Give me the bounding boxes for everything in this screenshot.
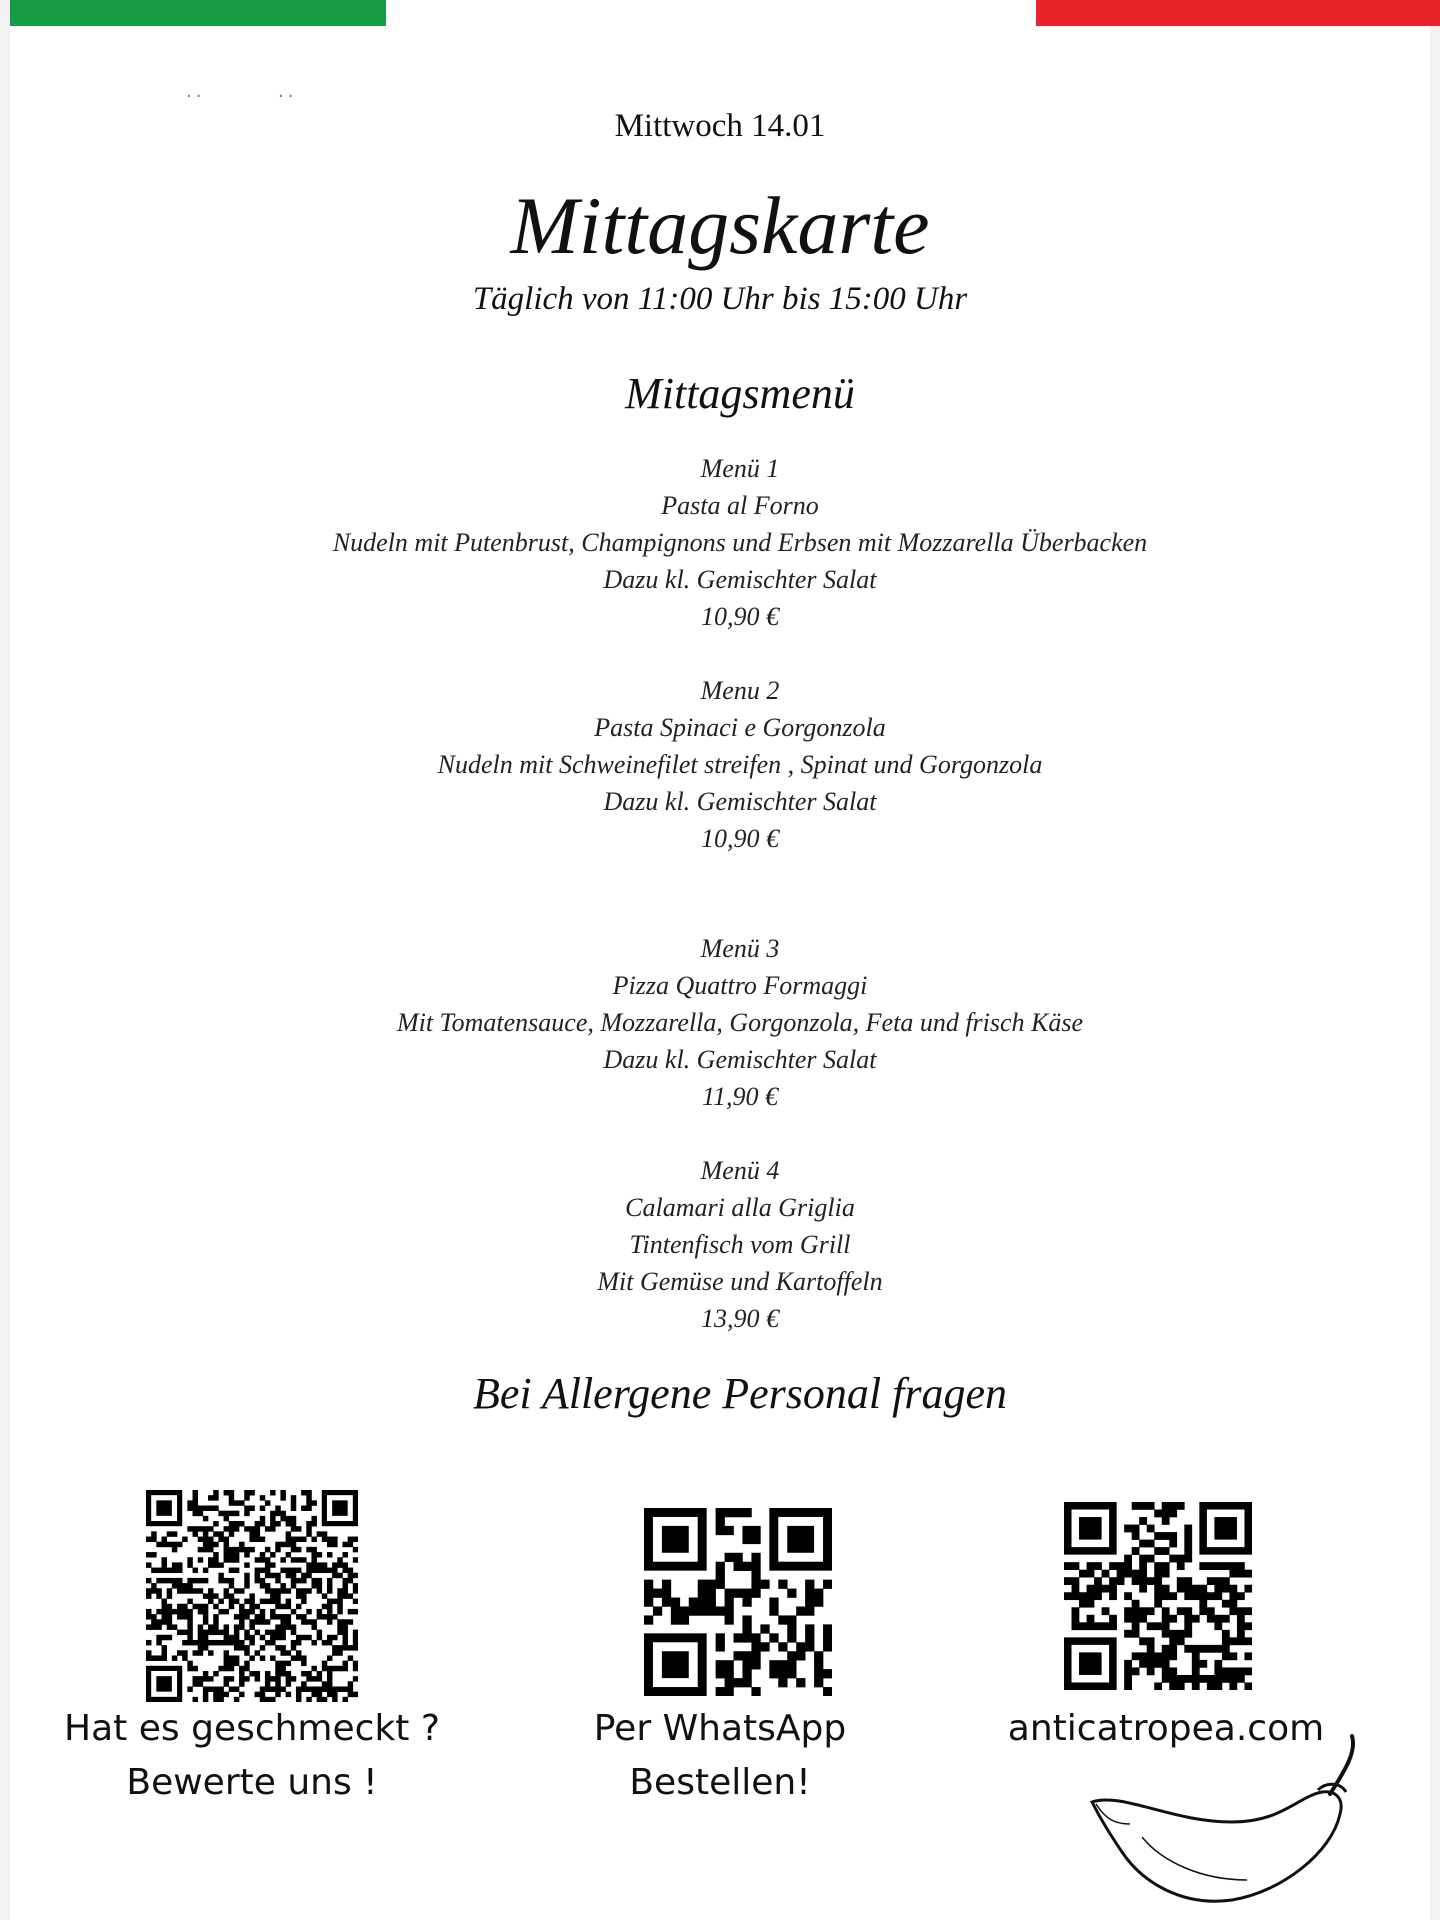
menu-price: 10,90 € xyxy=(701,824,779,853)
menu-label: Menü 3 xyxy=(700,934,780,963)
menu-item-3 xyxy=(0,930,1440,1115)
menu-side: Dazu kl. Gemischter Salat xyxy=(603,565,877,594)
whatsapp-cta xyxy=(510,1702,930,1810)
menu-item-1 xyxy=(0,450,1440,635)
section-title: Mittagsmenü xyxy=(625,369,855,418)
menu-side: Dazu kl. Gemischter Salat xyxy=(603,787,877,816)
menu-price: 13,90 € xyxy=(701,1304,779,1333)
allergen-note: Bei Allergene Personal fragen xyxy=(473,1369,1007,1418)
decorative-dots: ·· xyxy=(278,86,298,107)
flag-stripe-green xyxy=(10,0,386,26)
menu-dish: Pasta Spinaci e Gorgonzola xyxy=(594,713,886,742)
menu-dish: Pasta al Forno xyxy=(661,491,819,520)
opening-hours: Täglich von 11:00 Uhr bis 15:00 Uhr xyxy=(472,281,968,317)
website-qr-code-icon[interactable] xyxy=(1064,1502,1252,1690)
menu-description: Nudeln mit Schweinefilet streifen , Spinat und Gorgonzola xyxy=(437,750,1043,779)
decorative-dots: ·· xyxy=(186,86,206,107)
menu-item-2 xyxy=(0,672,1440,857)
menu-side: Dazu kl. Gemischter Salat xyxy=(603,1045,877,1074)
menu-description: Nudeln mit Putenbrust, Champignons und Erbsen mit Mozzarella Überbacken xyxy=(332,528,1148,557)
chili-pepper-icon xyxy=(1082,1732,1372,1912)
flag-stripe-red xyxy=(1036,0,1440,26)
menu-price: 10,90 € xyxy=(701,602,779,631)
whatsapp-line-2: Bestellen! xyxy=(629,1762,811,1803)
review-qr-code-icon[interactable] xyxy=(146,1490,358,1702)
review-cta xyxy=(42,1702,462,1810)
whatsapp-qr-code-icon[interactable] xyxy=(644,1508,832,1696)
menu-dish: Pizza Quattro Formaggi xyxy=(612,971,868,1000)
menu-description: Mit Tomatensauce, Mozzarella, Gorgonzola, Feta und frisch Käse xyxy=(396,1008,1084,1037)
menu-price: 11,90 € xyxy=(701,1082,779,1111)
menu-item-4 xyxy=(0,1152,1440,1337)
page-title: Mittagskarte xyxy=(510,180,930,271)
menu-description: Tintenfisch vom Grill xyxy=(629,1230,851,1259)
menu-date: Mittwoch 14.01 xyxy=(614,108,826,144)
menu-label: Menü 4 xyxy=(700,1156,780,1185)
review-line-1: Hat es geschmeckt ? xyxy=(64,1708,440,1749)
review-line-2: Bewerte uns ! xyxy=(126,1762,378,1803)
whatsapp-line-1: Per WhatsApp xyxy=(593,1708,847,1749)
menu-side: Mit Gemüse und Kartoffeln xyxy=(597,1267,883,1296)
menu-dish: Calamari alla Griglia xyxy=(625,1193,855,1222)
website-url[interactable]: anticatropea.com xyxy=(1007,1708,1325,1749)
menu-label: Menu 2 xyxy=(700,676,780,705)
menu-label: Menü 1 xyxy=(700,454,780,483)
